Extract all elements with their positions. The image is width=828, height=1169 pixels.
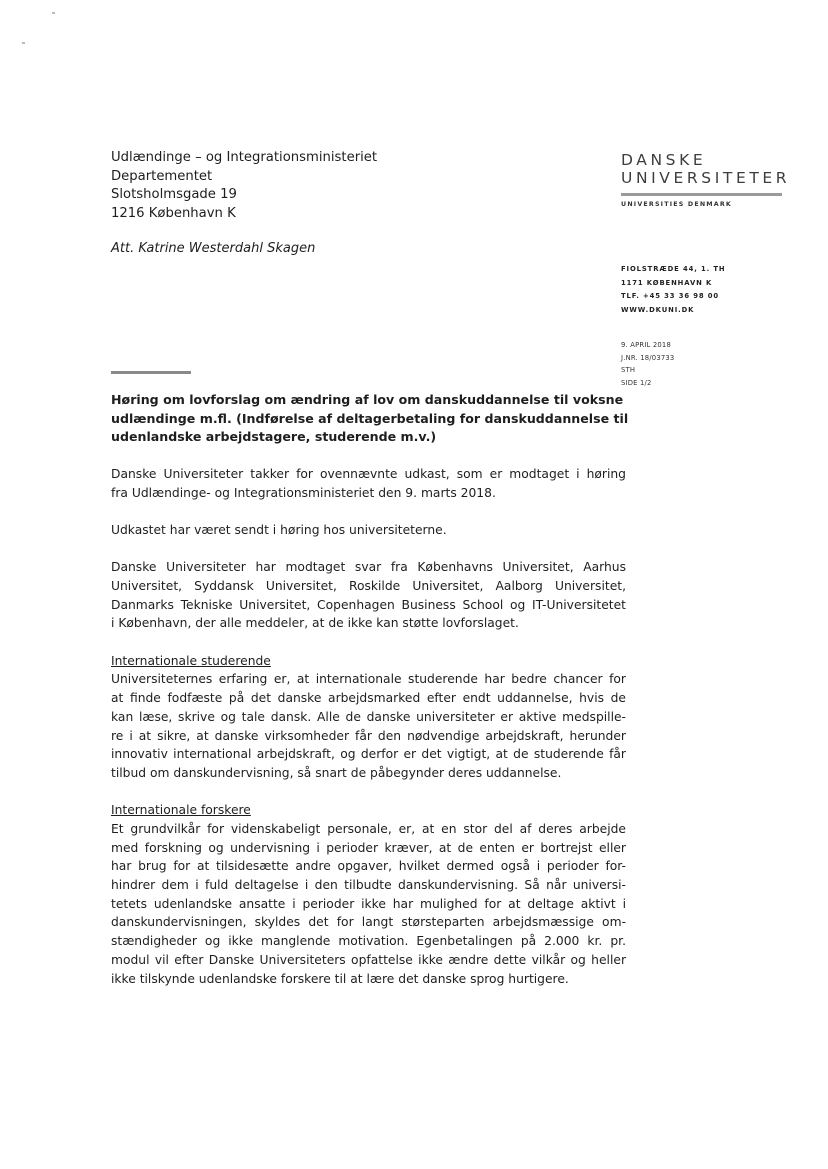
letter-meta	[621, 339, 674, 389]
subject-heading	[111, 391, 631, 447]
body-line: stændigheder og ikke manglende motivation. Egenbetalingen på 2.000 kr. pr.	[111, 934, 626, 949]
paragraph-intro	[111, 465, 626, 502]
body-line: hindrer dem i fuld deltagelse i den tilbudte danskundervisning. Så når universi-	[111, 878, 626, 893]
logo-subtitle: UNIVERSITIES DENMARK	[621, 201, 732, 208]
body-line: Danmarks Tekniske Universitet, Copenhagen Business School og IT-Universitetet	[111, 597, 626, 612]
contact-phone: TLF. +45 33 36 98 00	[621, 292, 720, 300]
scan-speck	[22, 42, 25, 44]
body-line: har brug for at tilsidesætte andre opgaver, hvilket dermed også i perioder for-	[111, 859, 626, 874]
body-line: ikke tilskynde udenlandske forskere til at lære det danske sprog hurtigere.	[111, 971, 569, 986]
subject-line: udlændinge m.fl. (Indførelse af deltagerbetaling for danskuddannelse til	[111, 410, 629, 426]
body-line: med forskning og undervisning i perioder kræver, at de enten er bortrejst eller	[111, 840, 626, 855]
contact-website: WWW.DKUNI.DK	[621, 305, 695, 314]
attention-line: Att. Katrine Westerdahl Skagen	[111, 241, 316, 256]
body-line: danskundervisningen, skyldes det for langt størsteparten arbejdsmæssige om-	[111, 915, 626, 930]
section-heading-researchers: Internationale forskere	[111, 803, 251, 818]
logo-line-1: DANSKE	[621, 151, 707, 169]
body-line: innovativ international arbejdskraft, og derfor er det vigtigt, at de studerende får	[111, 747, 626, 762]
redaction-mark	[111, 371, 191, 374]
recipient-line: Udlændinge – og Integrationsministeriet	[111, 150, 378, 165]
body-line: modul vil efter Danske Universiteters opfattelse ikke ændre dette vilkår og heller	[111, 952, 626, 967]
body-line: at finde fodfæste på det danske arbejdsmarked efter endt uddannelse, hvis de	[111, 691, 626, 706]
body-line: Danske Universiteter takker for ovennævnte udkast, som er modtaget i høring	[111, 467, 626, 481]
paragraph-hearing	[111, 521, 626, 540]
body-line: Et grundvilkår for videnskabeligt personale, er, at en stor del af deres arbejde	[111, 821, 626, 836]
section-researchers	[111, 801, 626, 988]
body-line: re i at sikre, at danske virksomheder får den nødvendige arbejdskraft, herunder	[111, 728, 626, 743]
subject-line: Høring om lovforslag om ændring af lov om danskuddannelse til voksne	[111, 392, 624, 407]
letter-body	[111, 465, 626, 1007]
contact-address: FIOLSTRÆDE 44, 1. TH	[621, 265, 726, 273]
section-students	[111, 652, 626, 783]
body-line: tetets udenlandske ansatte i perioder ikke har mulighed for at deltage aktivt i	[111, 896, 626, 911]
body-line: Universiteternes erfaring er, at internationale studerende har bedre chancer for	[111, 672, 626, 687]
meta-page: SIDE 1/2	[621, 378, 652, 387]
body-line: i København, der alle meddeler, at de ikke kan støtte lovforslaget.	[111, 616, 519, 631]
recipient-line: Slotsholmsgade 19	[111, 187, 237, 203]
scan-speck	[52, 12, 55, 14]
body-line: tilbud om danskundervisning, så snart de påbegynder deres uddannelse.	[111, 765, 562, 780]
recipient-line: 1216 København K	[111, 205, 236, 221]
section-heading-students: Internationale studerende	[111, 653, 271, 668]
meta-journal-number: J.NR. 18/03733	[621, 353, 675, 362]
body-line: Danske Universiteter har modtaget svar fra Københavns Universitet, Aarhus	[111, 560, 626, 575]
body-line: kan læse, skrive og tale dansk. Alle de danske universiteter er aktive medspille-	[111, 709, 626, 724]
body-line: Universitet, Syddansk Universitet, Roskilde Universitet, Aalborg Universitet,	[111, 579, 626, 593]
contact-city: 1171 KØBENHAVN K	[621, 278, 713, 287]
logo-line-2: UNIVERSITETER	[621, 169, 791, 187]
subject-line: udenlandske arbejdstagere, studerende m.v.)	[111, 429, 437, 445]
paragraph-responses	[111, 558, 626, 633]
meta-date: 9. APRIL 2018	[621, 341, 671, 349]
sender-contact	[621, 263, 725, 317]
recipient-address	[111, 149, 377, 223]
recipient-line: Departementet	[111, 168, 213, 184]
logo-divider	[621, 193, 782, 196]
meta-initials: STH	[621, 366, 636, 375]
body-line: Udkastet har været sendt i høring hos universiteterne.	[111, 523, 447, 537]
body-line: fra Udlændinge- og Integrationsministeriet den 9. marts 2018.	[111, 485, 496, 500]
